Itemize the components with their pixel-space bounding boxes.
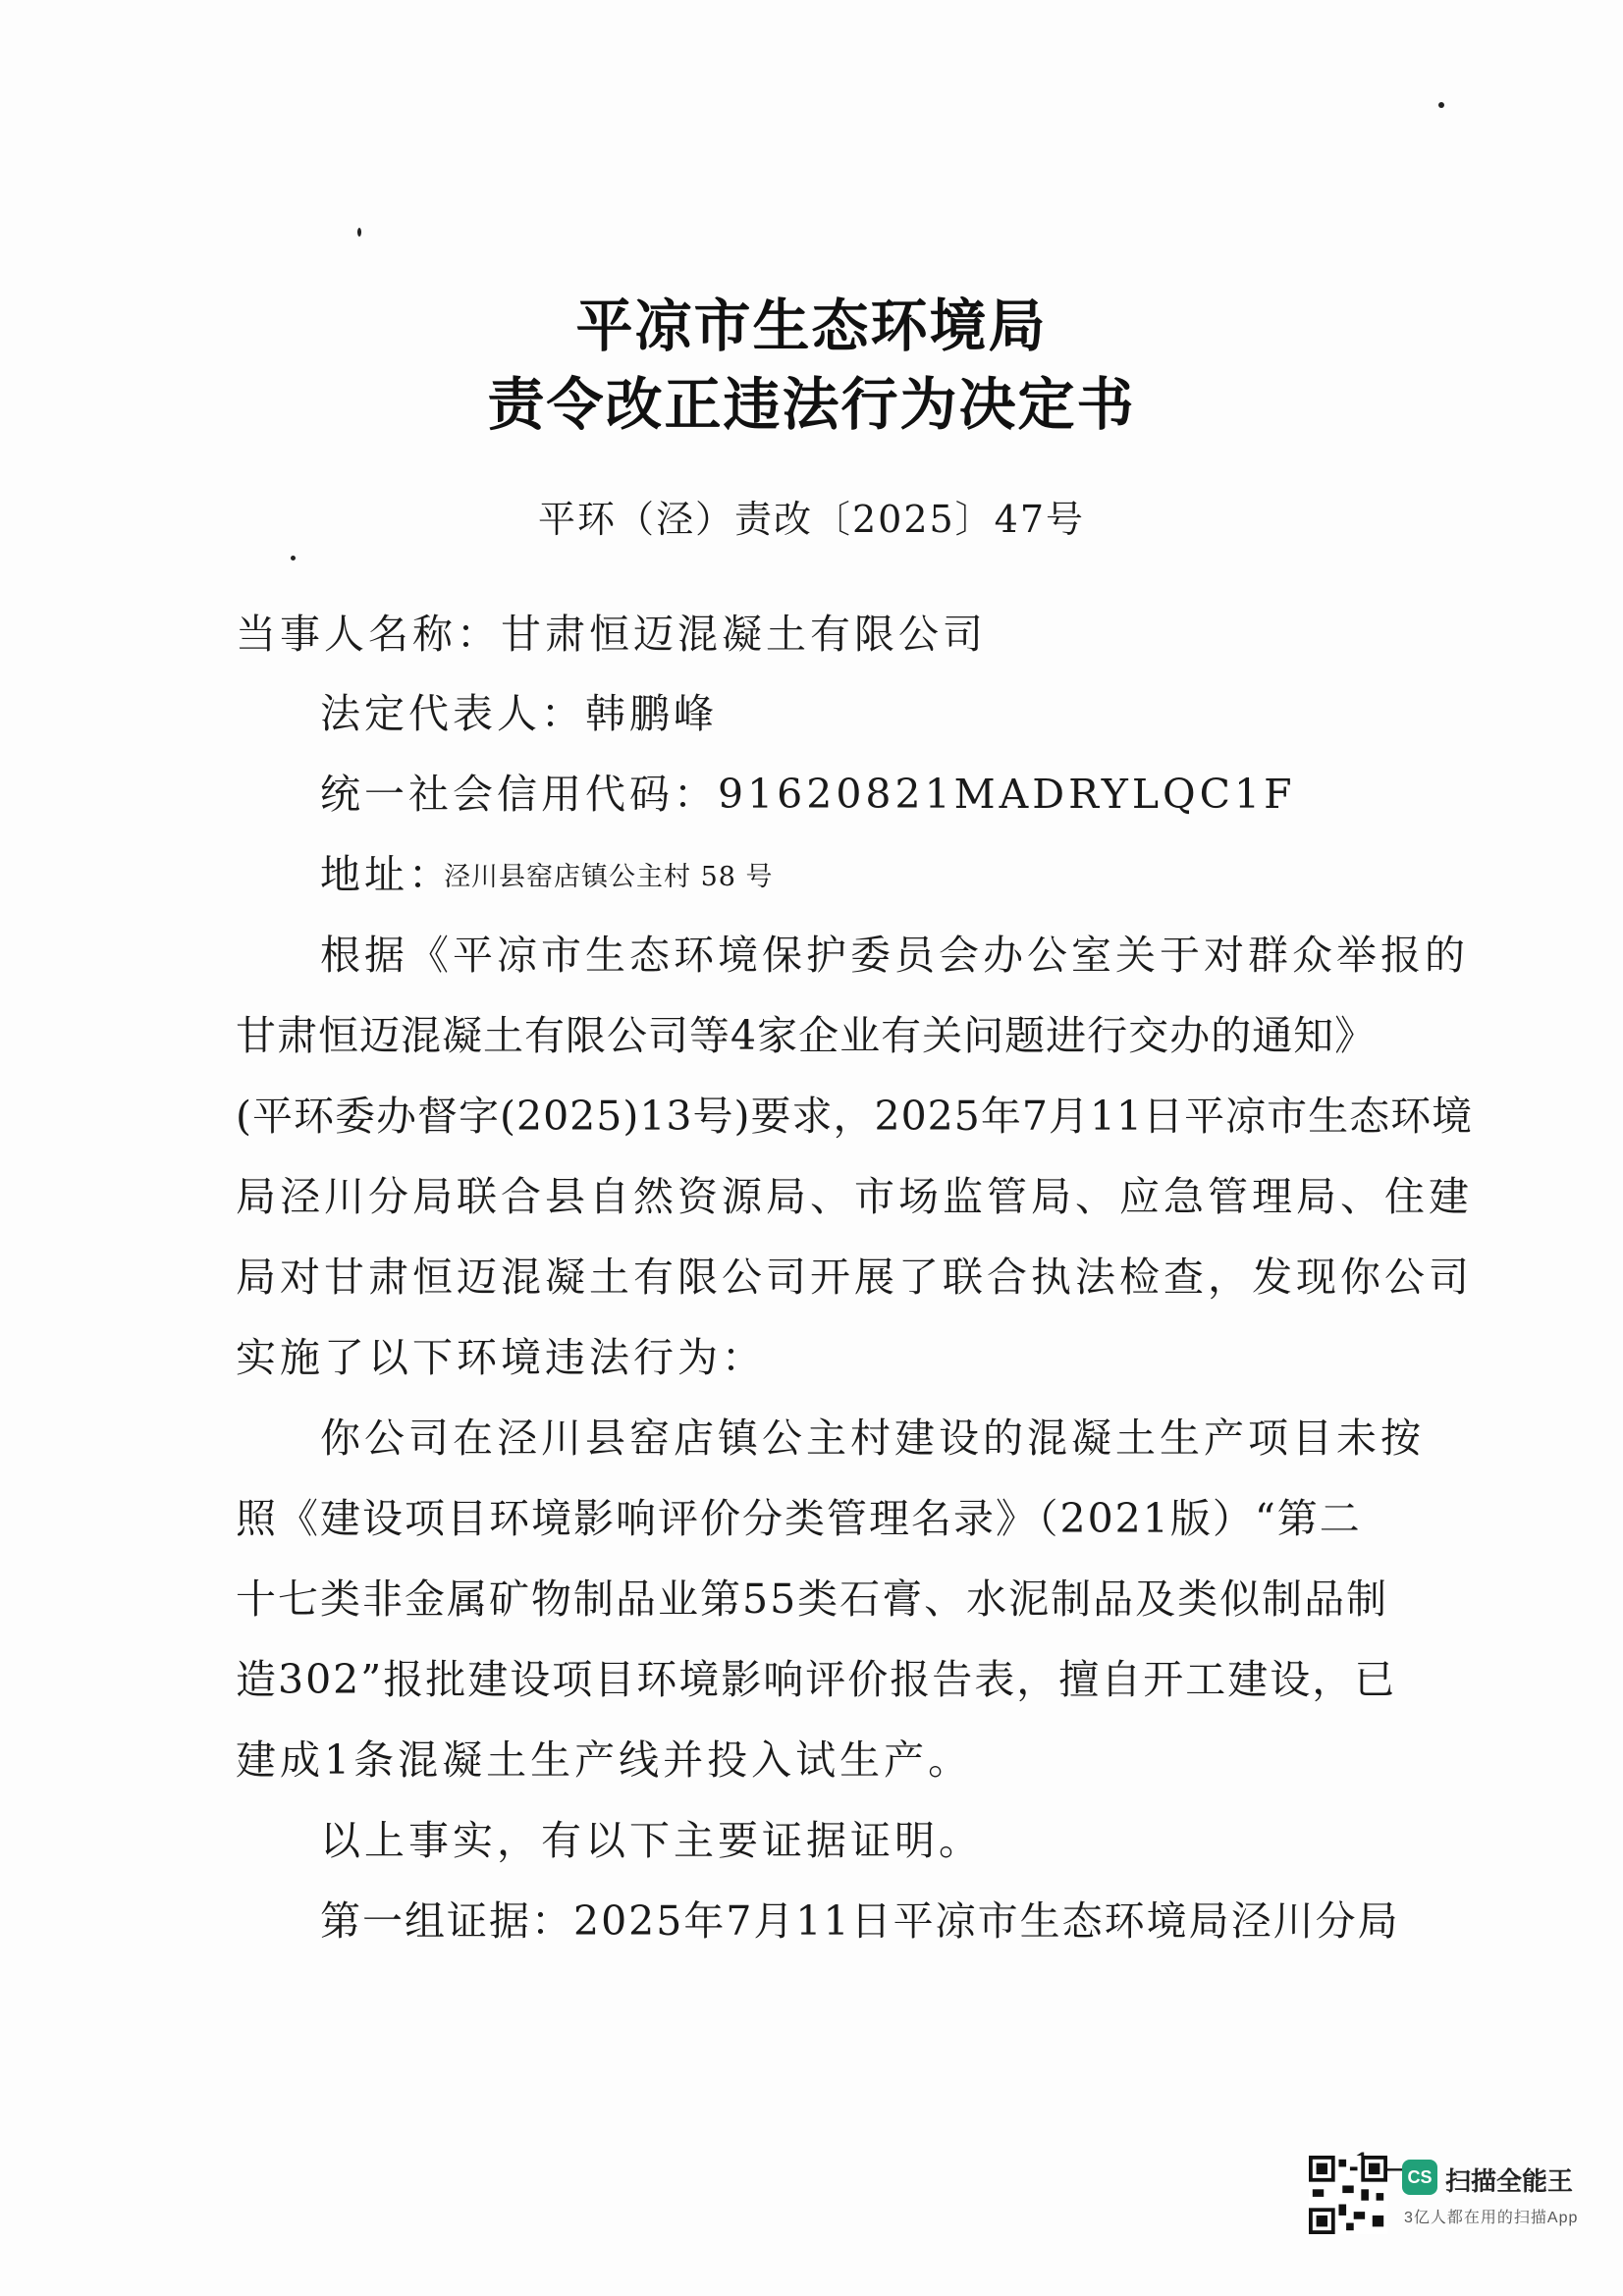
body-line: 根据《平凉市生态环境保护委员会办公室关于对群众举报的 <box>320 932 1469 979</box>
body-line: 建成1条混凝土生产线并投入试生产。 <box>236 1736 973 1784</box>
scan-speck <box>357 228 361 237</box>
body-line: 第一组证据：2025年7月11日平凉市生态环境局泾川分局 <box>320 1897 1400 1945</box>
credit-code-line: 统一社会信用代码：91620821MADRYLQC1F <box>320 771 1296 818</box>
body-line: 局对甘肃恒迈混凝土有限公司开展了联合执法检查，发现你公司 <box>236 1254 1473 1301</box>
scan-speck <box>1438 102 1444 108</box>
address-label: 地址： <box>320 851 453 898</box>
body-line: 照《建设项目环境影响评价分类管理名录》（2021版）“第二 <box>236 1495 1362 1542</box>
camscanner-logo-icon: CS <box>1402 2160 1437 2195</box>
body-line: (平环委办督字(2025)13号)要求，2025年7月11日平凉市生态环境 <box>236 1093 1474 1140</box>
body-line: 造302”报批建设项目环境影响评价报告表，擅自开工建设，已 <box>236 1656 1397 1703</box>
agency-title: 平凉市生态环境局 <box>575 293 1048 359</box>
body-line: 局泾川分局联合县自然资源局、市场监管局、应急管理局、住建 <box>236 1173 1473 1220</box>
scan-speck <box>291 556 296 561</box>
document-title: 责令改正违法行为决定书 <box>487 371 1136 438</box>
body-line: 以上事实，有以下主要证据证明。 <box>320 1817 983 1864</box>
body-line: 十七类非金属矿物制品业第55类石膏、水泥制品及类似制品制 <box>236 1575 1389 1623</box>
address-value: 泾川县窑店镇公主村 58 号 <box>444 862 774 892</box>
body-line: 实施了以下环境违法行为： <box>236 1334 766 1381</box>
document-number: 平环（泾）责改〔2025〕47号 <box>537 498 1086 541</box>
camscanner-tagline: 3亿人都在用的扫描App <box>1404 2210 1579 2226</box>
body-line: 你公司在泾川县窑店镇公主村建设的混凝土生产项目未按 <box>320 1415 1425 1462</box>
legal-representative-line: 法定代表人：韩鹏峰 <box>320 690 718 737</box>
qr-code-icon <box>1309 2156 1387 2234</box>
camscanner-app-name: 扫描全能王 <box>1445 2166 1574 2196</box>
party-name-line: 当事人名称：甘肃恒迈混凝土有限公司 <box>236 611 987 658</box>
body-line: 甘肃恒迈混凝土有限公司等4家企业有关问题进行交办的通知》 <box>236 1012 1377 1059</box>
